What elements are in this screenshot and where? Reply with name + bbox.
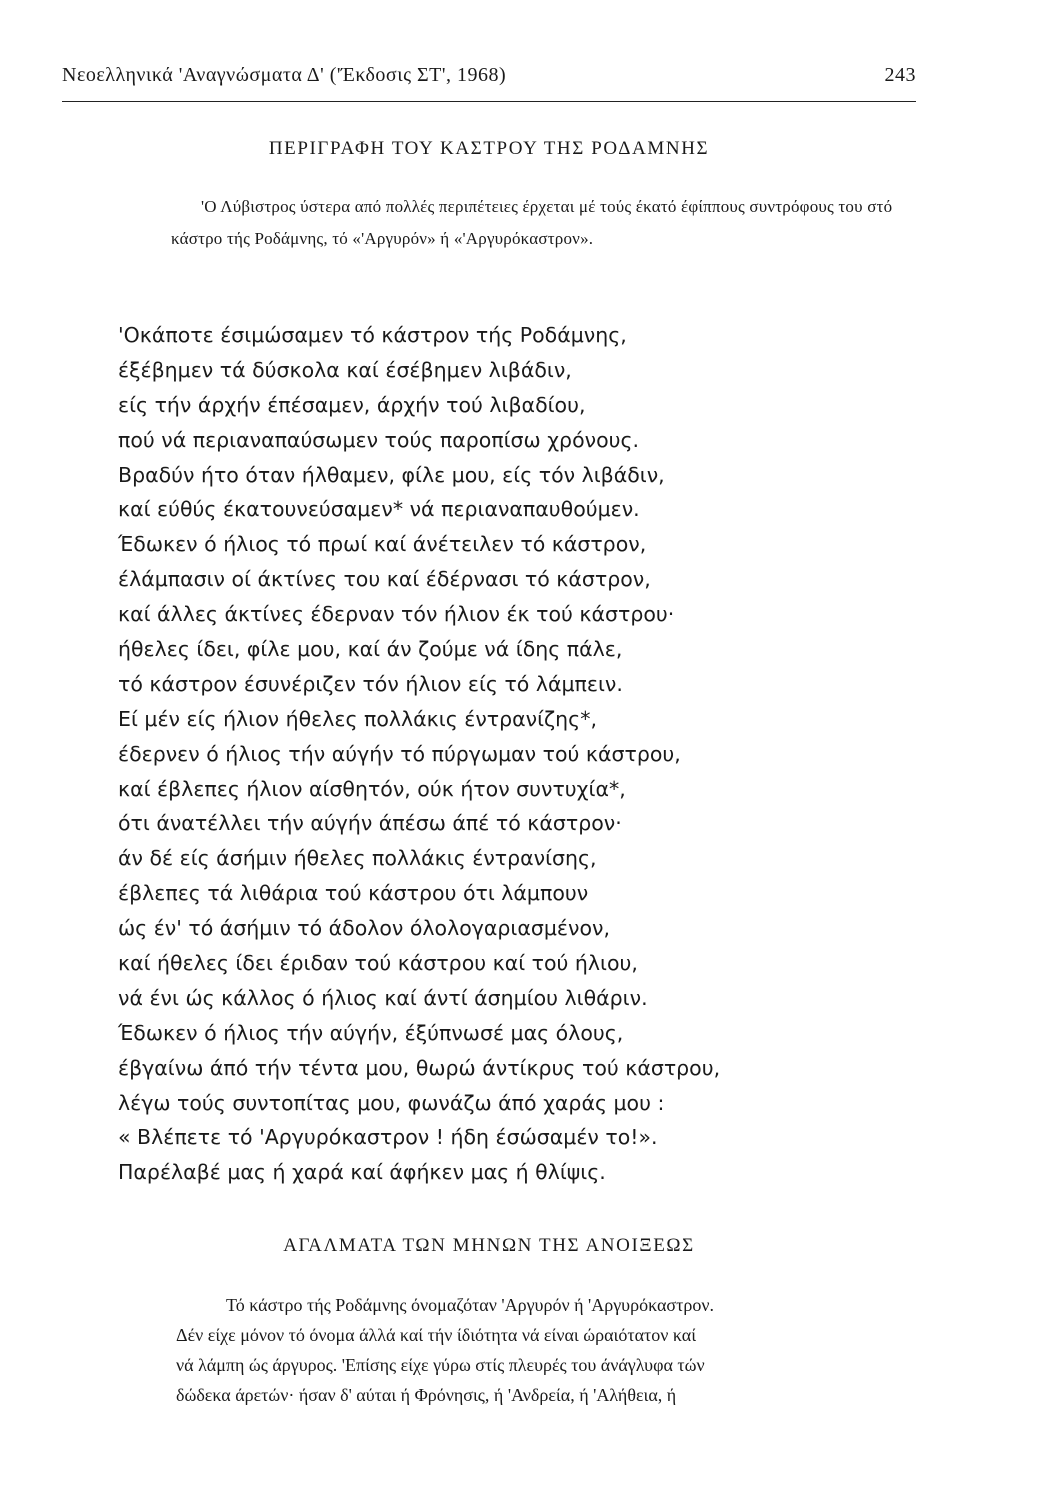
poem-line: έβλεπες τά λιθάρια τού κάστρου ότι λάμπουν bbox=[118, 881, 589, 906]
poem-line: νά ένι ώς κάλλος ό ήλιος καί άντί άσημίου λιθάριν. bbox=[118, 985, 648, 1010]
running-title: Νεοελληνικά 'Αναγνώσματα Δ' ('Έκδοσις ΣΤ', 1968) bbox=[62, 64, 507, 86]
poem-line: έδερνεν ό ήλιος τήν αύγήν τό πύργωμαν τού κάστρου, bbox=[118, 741, 681, 766]
section-title-castle: ΠΕΡΙΓΡΑΦΗ ΤΟΥ ΚΑΣΤΡΟΥ ΤΗΣ ΡΟΔΑΜΝΗΣ bbox=[268, 138, 710, 159]
poem-line: Βραδύν ήτο όταν ήλθαμεν, φίλε μου, είς τόν λιβάδιν, bbox=[118, 462, 665, 487]
poem-line: καί ήθελες ίδει έριδαν τού κάστρου καί τού ήλιου, bbox=[118, 951, 638, 976]
running-head bbox=[62, 64, 916, 98]
header-rule bbox=[62, 101, 916, 102]
poem-line: καί εύθύς έκατουνεύσαμεν* νά περιαναπαυθούμεν. bbox=[118, 497, 640, 522]
poem-line: « Βλέπετε τό 'Αργυρόκαστρον ! ήδη έσώσαμέν το!». bbox=[118, 1125, 658, 1150]
poem-line: άν δέ είς άσήμιν ήθελες πολλάκις έντρανίσης, bbox=[118, 846, 597, 871]
poem-line: Έδωκεν ό ήλιος τό πρωί καί άνέτειλεν τό κάστρον, bbox=[118, 532, 647, 557]
poem-line: πού νά περιαναπαύσωμεν τούς παροπίσω χρόνους. bbox=[118, 427, 640, 452]
poem bbox=[118, 318, 720, 1190]
poem-line: είς τήν άρχήν έπέσαμεν, άρχήν τού λιβαδίου, bbox=[118, 392, 586, 417]
poem-line: Έδωκεν ό ήλιος τήν αύγήν, έξύπνωσέ μας όλους, bbox=[118, 1020, 624, 1045]
poem-line: ότι άνατέλλει τήν αύγήν άπέσω άπέ τό κάστρον· bbox=[118, 811, 622, 836]
poem-line: ήθελες ίδει, φίλε μου, καί άν ζούμε νά ίδης πάλε, bbox=[118, 637, 623, 662]
intro-text: 'Ο Λύβιστρος ύστερα από πολλές περιπέτειες έρχεται μέ τούς έκατό έφίππους συντρόφους του στό κάστρο τής Ροδάμνης, τό «'Αργυρόν» ή «'Αργυρόκαστρον». bbox=[171, 197, 893, 248]
prose-line: Δέν είχε μόνον τό όνομα άλλά καί τήν ίδιότητα νά είναι ώραιότατον καί bbox=[176, 1325, 697, 1345]
poem-line: έξέβημεν τά δύσκολα καί έσέβημεν λιβάδιν, bbox=[118, 357, 572, 382]
poem-line: Παρέλαβέ μας ή χαρά καί άφήκεν μας ή θλίψις. bbox=[118, 1160, 606, 1185]
intro-paragraph bbox=[171, 191, 931, 255]
poem-line: λέγω τούς συντοπίτας μου, φωνάζω άπό χαράς μου : bbox=[118, 1090, 665, 1115]
poem-line: 'Οκάποτε έσιμώσαμεν τό κάστρον τής Ροδάμνης, bbox=[118, 323, 627, 347]
prose-line: δώδεκα άρετών· ήσαν δ' αύται ή Φρόνησις, ή 'Ανδρεία, ή 'Αλήθεια, ή bbox=[176, 1385, 677, 1405]
prose-paragraph bbox=[176, 1290, 921, 1410]
poem-line: έβγαίνω άπό τήν τέντα μου, θωρώ άντίκρυς τού κάστρου, bbox=[118, 1055, 721, 1080]
page-number: 243 bbox=[884, 64, 916, 86]
prose-line: Τό κάστρο τής Ροδάμνης όνομαζόταν 'Αργυρόν ή 'Αργυρόκαστρον. bbox=[226, 1295, 714, 1315]
poem-line: Εί μέν είς ήλιον ήθελες πολλάκις έντρανίζης*, bbox=[118, 706, 597, 731]
prose-line: νά λάμπη ώς άργυρος. 'Επίσης είχε γύρω στίς πλευρές του άνάγλυφα τών bbox=[176, 1355, 705, 1375]
poem-line: έλάμπασιν οί άκτίνες του καί έδέρνασι τό κάστρον, bbox=[118, 567, 651, 592]
poem-line: καί έβλεπες ήλιον αίσθητόν, ούκ ήτον συντυχία*, bbox=[118, 776, 626, 801]
poem-line: τό κάστρον έσυνέριζεν τόν ήλιον είς τό λάμπειν. bbox=[118, 671, 623, 696]
section-title-statues: ΑΓΑΛΜΑΤΑ ΤΩΝ ΜΗΝΩΝ ΤΗΣ ΑΝΟΙΞΕΩΣ bbox=[283, 1235, 695, 1256]
poem-line: καί άλλες άκτίνες έδερναν τόν ήλιον έκ τού κάστρου· bbox=[118, 602, 675, 627]
poem-line: ώς έν' τό άσήμιν τό άδολον όλολογαριασμένον, bbox=[118, 916, 610, 941]
